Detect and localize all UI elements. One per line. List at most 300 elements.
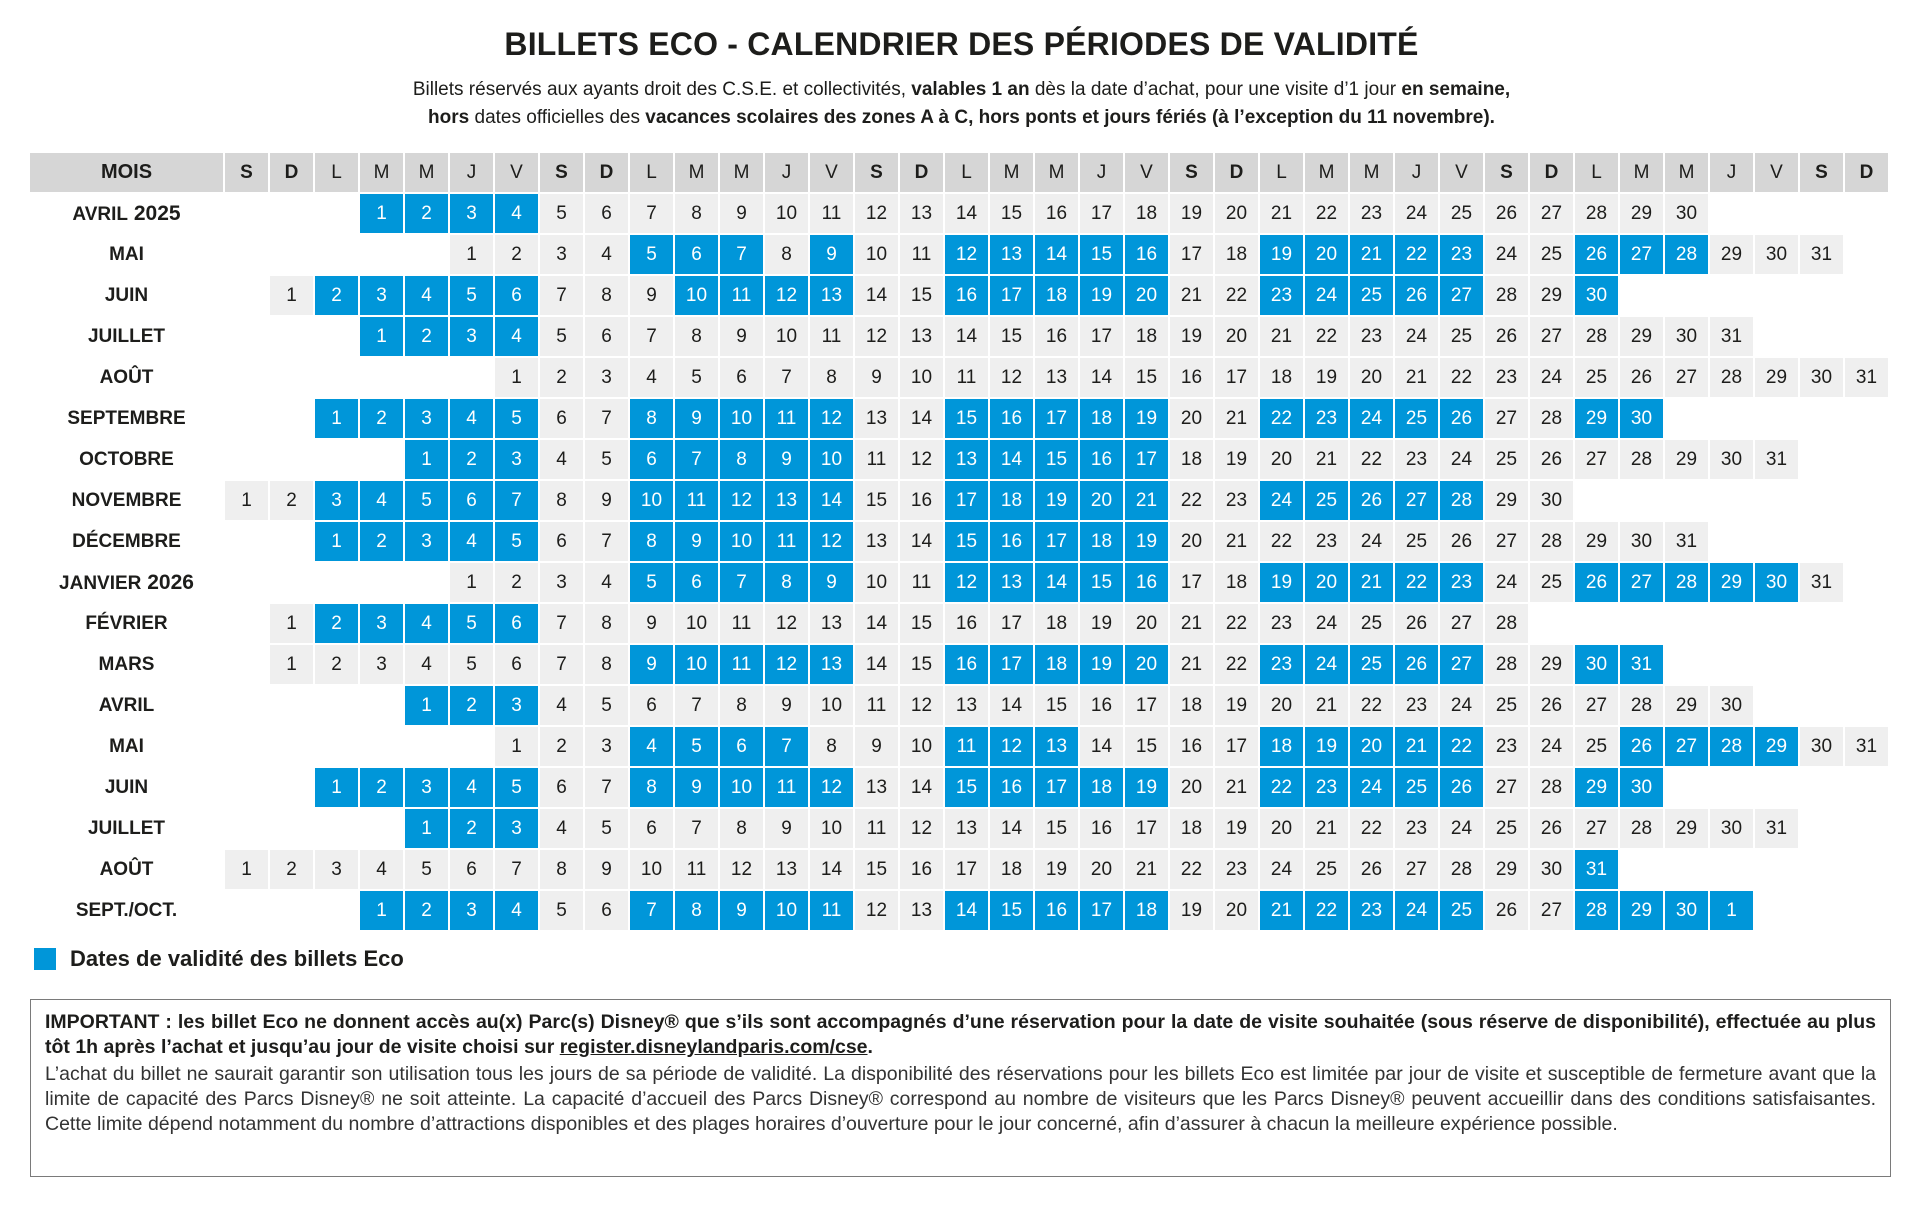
day-cell: 23 <box>1395 686 1438 725</box>
valid-day-cell: 26 <box>1350 481 1393 520</box>
day-cell: 25 <box>1485 686 1528 725</box>
day-cell: 13 <box>945 809 988 848</box>
empty-cell <box>405 358 448 397</box>
day-cell: 14 <box>900 399 943 438</box>
month-label <box>30 317 223 356</box>
day-cell: 9 <box>720 194 763 233</box>
day-cell: 23 <box>1485 358 1528 397</box>
empty-cell <box>1755 686 1798 725</box>
day-cell: 10 <box>810 686 853 725</box>
day-cell: 25 <box>1530 563 1573 602</box>
day-cell: 29 <box>1620 194 1663 233</box>
day-cell: 12 <box>900 809 943 848</box>
day-cell: 11 <box>855 686 898 725</box>
empty-cell <box>315 235 358 274</box>
day-cell: 8 <box>765 235 808 274</box>
empty-cell <box>360 440 403 479</box>
day-cell: 20 <box>1170 522 1213 561</box>
valid-day-cell: 27 <box>1395 481 1438 520</box>
empty-cell <box>1845 768 1888 807</box>
empty-cell <box>1620 481 1663 520</box>
valid-day-cell: 25 <box>1395 768 1438 807</box>
day-cell: 31 <box>1800 563 1843 602</box>
calendar-body <box>30 194 1888 930</box>
empty-cell <box>1845 563 1888 602</box>
day-cell: 3 <box>540 563 583 602</box>
valid-day-cell: 11 <box>810 891 853 930</box>
valid-day-cell: 18 <box>1260 727 1303 766</box>
day-cell: 16 <box>1170 358 1213 397</box>
valid-day-cell: 23 <box>1260 645 1303 684</box>
valid-day-cell: 13 <box>810 645 853 684</box>
month-label <box>30 399 223 438</box>
day-cell: 10 <box>855 235 898 274</box>
day-cell: 19 <box>1215 686 1258 725</box>
day-cell: 7 <box>540 276 583 315</box>
empty-cell <box>1800 522 1843 561</box>
valid-day-cell: 24 <box>1305 645 1348 684</box>
valid-day-cell: 9 <box>720 891 763 930</box>
empty-cell <box>1665 276 1708 315</box>
day-cell: 15 <box>1125 727 1168 766</box>
empty-cell <box>1665 604 1708 643</box>
day-cell: 4 <box>540 809 583 848</box>
day-cell: 1 <box>450 235 493 274</box>
valid-day-cell: 9 <box>810 563 853 602</box>
month-name: JUIN <box>104 284 149 306</box>
day-cell: 20 <box>1215 317 1258 356</box>
empty-cell <box>1755 276 1798 315</box>
valid-day-cell: 3 <box>450 317 493 356</box>
day-cell: 26 <box>1530 440 1573 479</box>
empty-cell <box>1800 399 1843 438</box>
subtitle-text: dès la date d’achat, pour une visite d’1 jour <box>1029 79 1402 100</box>
valid-day-cell: 26 <box>1395 645 1438 684</box>
valid-day-cell: 10 <box>675 645 718 684</box>
valid-day-cell: 5 <box>450 604 493 643</box>
empty-cell <box>1710 768 1753 807</box>
day-cell: 12 <box>900 440 943 479</box>
day-cell: 7 <box>765 358 808 397</box>
valid-day-cell: 5 <box>495 522 538 561</box>
weekday-header: V <box>1125 153 1168 192</box>
day-cell: 15 <box>900 645 943 684</box>
month-name: SEPTEMBRE <box>67 407 186 429</box>
empty-cell <box>1710 850 1753 889</box>
empty-cell <box>1620 850 1663 889</box>
empty-cell <box>1800 317 1843 356</box>
empty-cell <box>1845 194 1888 233</box>
valid-day-cell: 4 <box>405 276 448 315</box>
day-cell: 17 <box>1125 686 1168 725</box>
day-cell: 19 <box>1215 440 1258 479</box>
empty-cell <box>1710 194 1753 233</box>
valid-day-cell: 12 <box>945 235 988 274</box>
day-cell: 8 <box>585 645 628 684</box>
valid-day-cell: 29 <box>1710 563 1753 602</box>
day-cell: 9 <box>765 686 808 725</box>
day-cell: 30 <box>1665 317 1708 356</box>
valid-day-cell: 15 <box>1080 563 1123 602</box>
day-cell: 25 <box>1530 235 1573 274</box>
day-cell: 2 <box>270 850 313 889</box>
weekday-header: D <box>1530 153 1573 192</box>
empty-cell <box>225 727 268 766</box>
valid-day-cell: 7 <box>765 727 808 766</box>
empty-cell <box>1845 686 1888 725</box>
empty-cell <box>1755 891 1798 930</box>
valid-day-cell: 1 <box>360 317 403 356</box>
day-cell: 4 <box>585 235 628 274</box>
day-cell: 16 <box>1035 194 1078 233</box>
weekday-header: L <box>1260 153 1303 192</box>
month-row <box>30 440 1888 479</box>
day-cell: 10 <box>900 358 943 397</box>
month-row <box>30 481 1888 520</box>
day-cell: 13 <box>765 850 808 889</box>
day-cell: 4 <box>405 645 448 684</box>
day-cell: 7 <box>675 809 718 848</box>
valid-day-cell: 11 <box>720 645 763 684</box>
weekday-header: L <box>630 153 673 192</box>
valid-day-cell: 7 <box>720 563 763 602</box>
notice-body: L’achat du billet ne saurait garantir son utilisation tous les jours de sa période de validité. La disponibilité des réservations pour les billets Eco est limitée par jour de visite et susceptible de fermeture avant que la limite de capacité des Parcs Disney® ne soit atteinte. La capacité d’accueil des Parcs Disney® correspond au nombre de visiteurs que les Parcs Disney® peuvent accueillir dans des conditions satisfaisantes. Cette limite dépend notamment du nombre d’attractions disponibles et des plages horaires d’ouverture pour le jour concerné, afin d’assurer à chacun la meilleure expérience possible. <box>45 1063 1876 1135</box>
day-cell: 21 <box>1305 440 1348 479</box>
day-cell: 26 <box>1350 850 1393 889</box>
valid-day-cell: 31 <box>1575 850 1618 889</box>
day-cell: 12 <box>765 604 808 643</box>
valid-day-cell: 1 <box>360 891 403 930</box>
empty-cell <box>1620 604 1663 643</box>
day-cell: 13 <box>900 891 943 930</box>
day-cell: 24 <box>1530 727 1573 766</box>
day-cell: 24 <box>1440 686 1483 725</box>
day-cell: 23 <box>1485 727 1528 766</box>
valid-day-cell: 3 <box>450 891 493 930</box>
empty-cell <box>270 686 313 725</box>
empty-cell <box>270 727 313 766</box>
empty-cell <box>1575 481 1618 520</box>
legend-swatch-icon <box>34 948 56 970</box>
empty-cell <box>1755 481 1798 520</box>
valid-day-cell: 27 <box>1440 276 1483 315</box>
valid-day-cell: 2 <box>315 276 358 315</box>
valid-day-cell: 19 <box>1125 399 1168 438</box>
valid-day-cell: 25 <box>1440 891 1483 930</box>
empty-cell <box>1800 768 1843 807</box>
valid-day-cell: 24 <box>1260 481 1303 520</box>
day-cell: 14 <box>990 809 1033 848</box>
month-label <box>30 194 223 233</box>
subtitle-bold: en semaine, <box>1401 79 1511 100</box>
valid-day-cell: 24 <box>1350 399 1393 438</box>
day-cell: 3 <box>315 850 358 889</box>
day-cell: 22 <box>1350 809 1393 848</box>
empty-cell <box>405 235 448 274</box>
day-cell: 24 <box>1440 809 1483 848</box>
empty-cell <box>270 194 313 233</box>
valid-day-cell: 19 <box>1080 645 1123 684</box>
day-cell: 30 <box>1530 850 1573 889</box>
valid-day-cell: 30 <box>1620 399 1663 438</box>
empty-cell <box>270 399 313 438</box>
valid-day-cell: 19 <box>1125 768 1168 807</box>
day-cell: 31 <box>1710 317 1753 356</box>
day-cell: 10 <box>675 604 718 643</box>
valid-day-cell: 9 <box>675 768 718 807</box>
day-cell: 27 <box>1665 358 1708 397</box>
valid-day-cell: 21 <box>1125 481 1168 520</box>
empty-cell <box>1845 235 1888 274</box>
valid-day-cell: 4 <box>495 317 538 356</box>
valid-day-cell: 3 <box>405 399 448 438</box>
day-cell: 25 <box>1575 358 1618 397</box>
day-cell: 29 <box>1485 850 1528 889</box>
empty-cell <box>225 809 268 848</box>
empty-cell <box>270 809 313 848</box>
empty-cell <box>225 768 268 807</box>
valid-day-cell: 15 <box>945 768 988 807</box>
valid-day-cell: 4 <box>495 194 538 233</box>
day-cell: 18 <box>1215 235 1258 274</box>
valid-day-cell: 13 <box>990 563 1033 602</box>
day-cell: 28 <box>1575 317 1618 356</box>
valid-day-cell: 1 <box>405 440 448 479</box>
weekday-header: S <box>1485 153 1528 192</box>
day-cell: 5 <box>540 194 583 233</box>
month-row <box>30 235 1888 274</box>
month-label <box>30 563 223 602</box>
empty-cell <box>1665 399 1708 438</box>
valid-day-cell: 2 <box>360 399 403 438</box>
day-cell: 16 <box>1080 686 1123 725</box>
day-cell: 15 <box>855 850 898 889</box>
valid-day-cell: 4 <box>450 399 493 438</box>
subtitle-line-1 <box>0 76 1923 104</box>
valid-day-cell: 11 <box>675 481 718 520</box>
day-cell: 28 <box>1530 768 1573 807</box>
important-paragraph <box>45 1010 1876 1060</box>
weekday-header: S <box>855 153 898 192</box>
valid-day-cell: 6 <box>675 563 718 602</box>
day-cell: 2 <box>270 481 313 520</box>
day-cell: 22 <box>1350 686 1393 725</box>
day-cell: 19 <box>1170 891 1213 930</box>
day-cell: 31 <box>1845 358 1888 397</box>
day-cell: 8 <box>585 604 628 643</box>
empty-cell <box>315 686 358 725</box>
day-cell: 17 <box>1170 563 1213 602</box>
valid-day-cell: 1 <box>315 399 358 438</box>
empty-cell <box>225 276 268 315</box>
day-cell: 27 <box>1485 522 1528 561</box>
valid-day-cell: 20 <box>1125 276 1168 315</box>
valid-day-cell: 24 <box>1305 276 1348 315</box>
day-cell: 29 <box>1620 317 1663 356</box>
empty-cell <box>1845 276 1888 315</box>
weekday-header: M <box>405 153 448 192</box>
month-label <box>30 768 223 807</box>
empty-cell <box>315 358 358 397</box>
empty-cell <box>1755 604 1798 643</box>
day-cell: 20 <box>1170 768 1213 807</box>
valid-day-cell: 23 <box>1305 768 1348 807</box>
empty-cell <box>1800 645 1843 684</box>
day-cell: 25 <box>1485 809 1528 848</box>
empty-cell <box>405 563 448 602</box>
valid-day-cell: 19 <box>1260 235 1303 274</box>
day-cell: 23 <box>1350 317 1393 356</box>
valid-day-cell: 14 <box>810 481 853 520</box>
weekday-header: D <box>1215 153 1258 192</box>
month-column-header: MOIS <box>30 153 223 192</box>
empty-cell <box>1755 768 1798 807</box>
valid-day-cell: 16 <box>945 645 988 684</box>
day-cell: 10 <box>810 809 853 848</box>
valid-day-cell: 5 <box>630 563 673 602</box>
day-cell: 5 <box>540 891 583 930</box>
day-cell: 5 <box>540 317 583 356</box>
weekday-header: V <box>1440 153 1483 192</box>
empty-cell <box>405 727 448 766</box>
day-cell: 21 <box>1170 604 1213 643</box>
valid-day-cell: 3 <box>495 809 538 848</box>
day-cell: 1 <box>495 358 538 397</box>
empty-cell <box>225 358 268 397</box>
month-name: JANVIER <box>59 572 142 594</box>
day-cell: 11 <box>945 358 988 397</box>
weekday-header: M <box>1305 153 1348 192</box>
empty-cell <box>225 686 268 725</box>
empty-cell <box>450 727 493 766</box>
day-cell: 30 <box>1530 481 1573 520</box>
day-cell: 14 <box>945 194 988 233</box>
day-cell: 20 <box>1215 194 1258 233</box>
empty-cell <box>1665 850 1708 889</box>
day-cell: 16 <box>900 481 943 520</box>
valid-day-cell: 16 <box>945 276 988 315</box>
day-cell: 12 <box>720 850 763 889</box>
month-row <box>30 563 1888 602</box>
day-cell: 7 <box>630 317 673 356</box>
weekday-header: S <box>1170 153 1213 192</box>
day-cell: 21 <box>1170 276 1213 315</box>
day-cell: 6 <box>495 645 538 684</box>
legend <box>34 946 404 972</box>
valid-day-cell: 2 <box>360 522 403 561</box>
valid-day-cell: 29 <box>1575 768 1618 807</box>
valid-day-cell: 17 <box>1035 522 1078 561</box>
weekday-header: M <box>990 153 1033 192</box>
day-cell: 6 <box>585 194 628 233</box>
empty-cell <box>1845 809 1888 848</box>
day-cell: 4 <box>585 563 628 602</box>
empty-cell <box>1845 522 1888 561</box>
day-cell: 15 <box>900 276 943 315</box>
empty-cell <box>1845 645 1888 684</box>
subtitle-text: dates officielles des <box>469 107 646 128</box>
valid-day-cell: 15 <box>945 399 988 438</box>
day-cell: 9 <box>855 358 898 397</box>
day-cell: 8 <box>810 358 853 397</box>
valid-day-cell: 26 <box>1575 563 1618 602</box>
day-cell: 9 <box>585 481 628 520</box>
valid-day-cell: 27 <box>1665 727 1708 766</box>
valid-day-cell: 28 <box>1575 891 1618 930</box>
day-cell: 30 <box>1665 194 1708 233</box>
day-cell: 30 <box>1710 440 1753 479</box>
day-cell: 2 <box>315 645 358 684</box>
month-year: 2026 <box>141 570 194 594</box>
day-cell: 8 <box>675 317 718 356</box>
day-cell: 5 <box>585 809 628 848</box>
day-cell: 27 <box>1575 440 1618 479</box>
day-cell: 19 <box>1305 358 1348 397</box>
day-cell: 26 <box>1530 809 1573 848</box>
day-cell: 15 <box>1035 809 1078 848</box>
day-cell: 22 <box>1305 317 1348 356</box>
empty-cell <box>360 358 403 397</box>
day-cell: 11 <box>900 235 943 274</box>
day-cell: 29 <box>1575 522 1618 561</box>
day-cell: 26 <box>1440 522 1483 561</box>
day-cell: 18 <box>1170 686 1213 725</box>
valid-day-cell: 2 <box>405 891 448 930</box>
day-cell: 20 <box>1125 604 1168 643</box>
day-cell: 24 <box>1395 317 1438 356</box>
valid-day-cell: 8 <box>630 522 673 561</box>
day-cell: 4 <box>540 440 583 479</box>
valid-day-cell: 3 <box>495 440 538 479</box>
empty-cell <box>270 358 313 397</box>
register-link[interactable]: register.disneylandparis.com/cse <box>559 1036 868 1058</box>
valid-day-cell: 26 <box>1440 768 1483 807</box>
valid-day-cell: 3 <box>405 768 448 807</box>
weekday-header: L <box>945 153 988 192</box>
valid-day-cell: 25 <box>1350 645 1393 684</box>
day-cell: 21 <box>1215 399 1258 438</box>
weekday-header: M <box>360 153 403 192</box>
valid-day-cell: 17 <box>1035 399 1078 438</box>
valid-day-cell: 6 <box>720 727 763 766</box>
valid-day-cell: 22 <box>1395 235 1438 274</box>
day-cell: 8 <box>720 809 763 848</box>
month-name: AOÛT <box>99 366 154 388</box>
empty-cell <box>315 194 358 233</box>
month-label <box>30 235 223 274</box>
valid-day-cell: 15 <box>945 522 988 561</box>
month-row <box>30 891 1888 930</box>
valid-day-cell: 18 <box>1080 522 1123 561</box>
weekday-header: J <box>450 153 493 192</box>
weekday-header: S <box>225 153 268 192</box>
day-cell: 2 <box>495 235 538 274</box>
valid-day-cell: 21 <box>1350 235 1393 274</box>
day-cell: 21 <box>1260 194 1303 233</box>
day-cell: 16 <box>1170 727 1213 766</box>
day-cell: 13 <box>945 686 988 725</box>
weekday-header: J <box>1395 153 1438 192</box>
valid-day-cell: 16 <box>1125 235 1168 274</box>
valid-day-cell: 18 <box>1080 399 1123 438</box>
day-cell: 13 <box>1035 358 1078 397</box>
day-cell: 23 <box>1215 481 1258 520</box>
empty-cell <box>1800 440 1843 479</box>
weekday-header: J <box>1710 153 1753 192</box>
month-label <box>30 440 223 479</box>
month-name: FÉVRIER <box>85 612 168 634</box>
valid-day-cell: 12 <box>945 563 988 602</box>
